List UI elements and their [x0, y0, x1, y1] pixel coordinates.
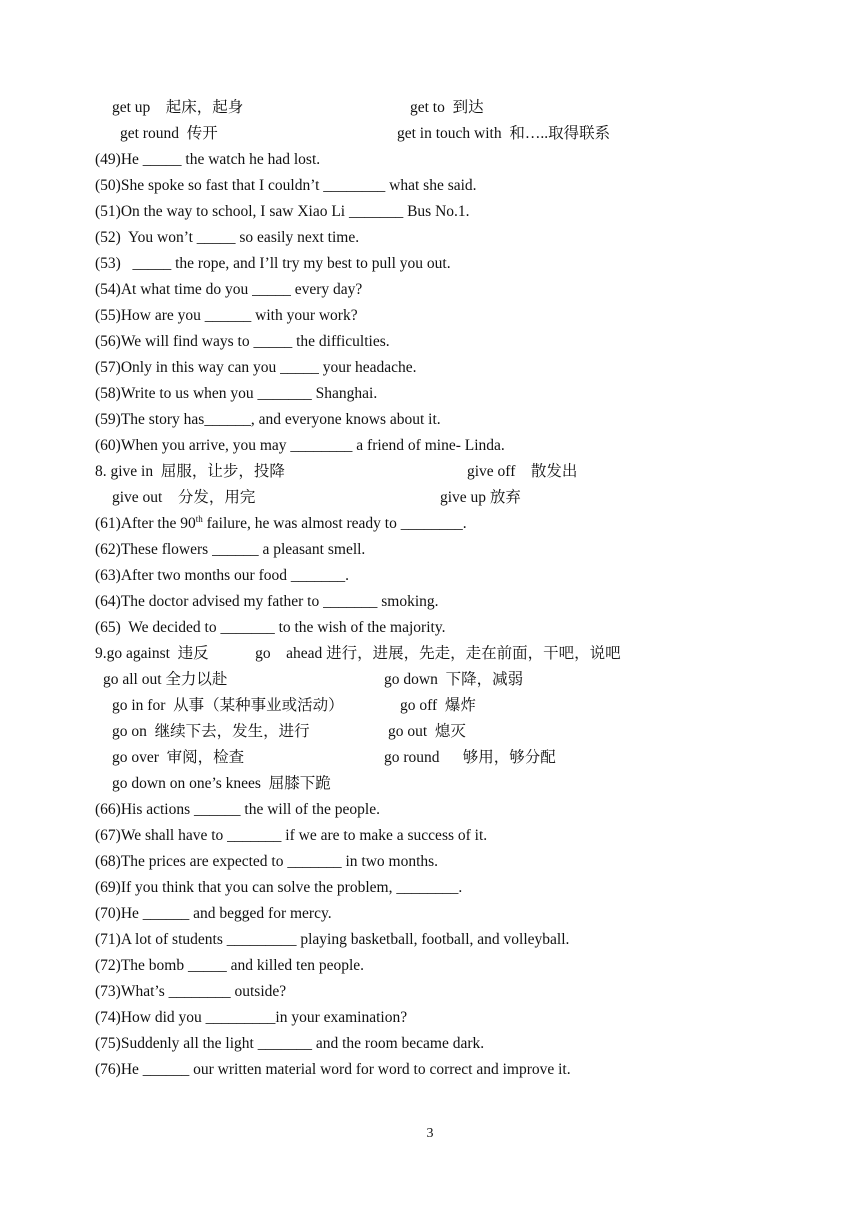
question-60: (60)When you arrive, you may ________ a friend of mine- Linda. — [95, 437, 505, 454]
question-57: (57)Only in this way can you _____ your headache. — [95, 359, 417, 376]
phrase-go-out: go out 熄灭 — [388, 723, 466, 740]
question-61: (61)After the 90th failure, he was almost ready to ________. — [95, 514, 467, 532]
phrase-give-off: give off 散发出 — [467, 463, 578, 480]
phrase-go-down: go down 下降，减弱 — [384, 671, 524, 688]
question-55: (55)How are you ______ with your work? — [95, 307, 358, 324]
phrase-get-in-touch: get in touch with 和…..取得联系 — [397, 125, 611, 142]
question-76: (76)He ______ our written material word for word to correct and improve it. — [95, 1061, 571, 1078]
question-52: (52) You won’t _____ so easily next time. — [95, 229, 360, 246]
question-53: (53) _____ the rope, and I’ll try my best to pull you out. — [95, 255, 451, 272]
question-59: (59)The story has______, and everyone knows about it. — [95, 411, 441, 428]
page-number: 3 — [426, 1126, 434, 1141]
question-70: (70)He ______ and begged for mercy. — [95, 905, 332, 922]
question-73: (73)What’s ________ outside? — [95, 983, 287, 1000]
question-71: (71)A lot of students _________ playing basketball, football, and volleyball. — [95, 931, 570, 948]
phrase-go-off: go off 爆炸 — [400, 697, 476, 714]
question-75: (75)Suddenly all the light _______ and the room became dark. — [95, 1035, 485, 1052]
question-62: (62)These flowers ______ a pleasant smell. — [95, 541, 366, 558]
phrase-give-out: give out 分发，用完 — [112, 489, 256, 506]
question-66: (66)His actions ______ the will of the people. — [95, 801, 380, 818]
question-49: (49)He _____ the watch he had lost. — [95, 151, 321, 168]
question-65: (65) We decided to _______ to the wish of the majority. — [95, 619, 446, 636]
phrase-get-round: get round 传开 — [120, 125, 218, 142]
question-68: (68)The prices are expected to _______ in two months. — [95, 853, 439, 870]
phrase-get-to: get to 到达 — [410, 99, 484, 116]
phrase-give-in: 8. give in 屈服，让步，投降 — [95, 463, 285, 480]
question-64: (64)The doctor advised my father to _______ smoking. — [95, 593, 439, 610]
question-58: (58)Write to us when you _______ Shanghai. — [95, 385, 378, 402]
question-56: (56)We will find ways to _____ the difficulties. — [95, 333, 390, 350]
question-72: (72)The bomb _____ and killed ten people. — [95, 957, 365, 974]
phrase-go-down-on-knees: go down on one’s knees 屈膝下跪 — [112, 775, 331, 792]
question-63: (63)After two months our food _______. — [95, 567, 349, 584]
phrase-get-up: get up 起床，起身 — [112, 99, 244, 116]
phrase-go-on: go on 继续下去，发生，进行 — [112, 723, 310, 740]
question-51: (51)On the way to school, I saw Xiao Li _______ Bus No.1. — [95, 203, 470, 220]
question-50: (50)She spoke so fast that I couldn’t ________ what she said. — [95, 177, 477, 194]
phrase-give-up: give up 放弃 — [440, 489, 521, 506]
phrase-go-in-for: go in for 从事（某种事业或活动） — [112, 697, 344, 714]
question-67: (67)We shall have to _______ if we are to make a success of it. — [95, 827, 488, 844]
phrase-go-all-out: go all out 全力以赴 — [103, 671, 228, 688]
question-54: (54)At what time do you _____ every day? — [95, 281, 363, 298]
phrase-go-over: go over 审阅，检查 — [112, 749, 245, 766]
question-74: (74)How did you _________in your examination? — [95, 1009, 408, 1026]
phrase-go-against: 9.go against 违反 go ahead 进行，进展，先走，走在前面，干吧，说吧 — [95, 645, 621, 662]
question-69: (69)If you think that you can solve the problem, ________. — [95, 879, 463, 896]
phrase-go-round: go round 够用，够分配 — [384, 749, 556, 766]
